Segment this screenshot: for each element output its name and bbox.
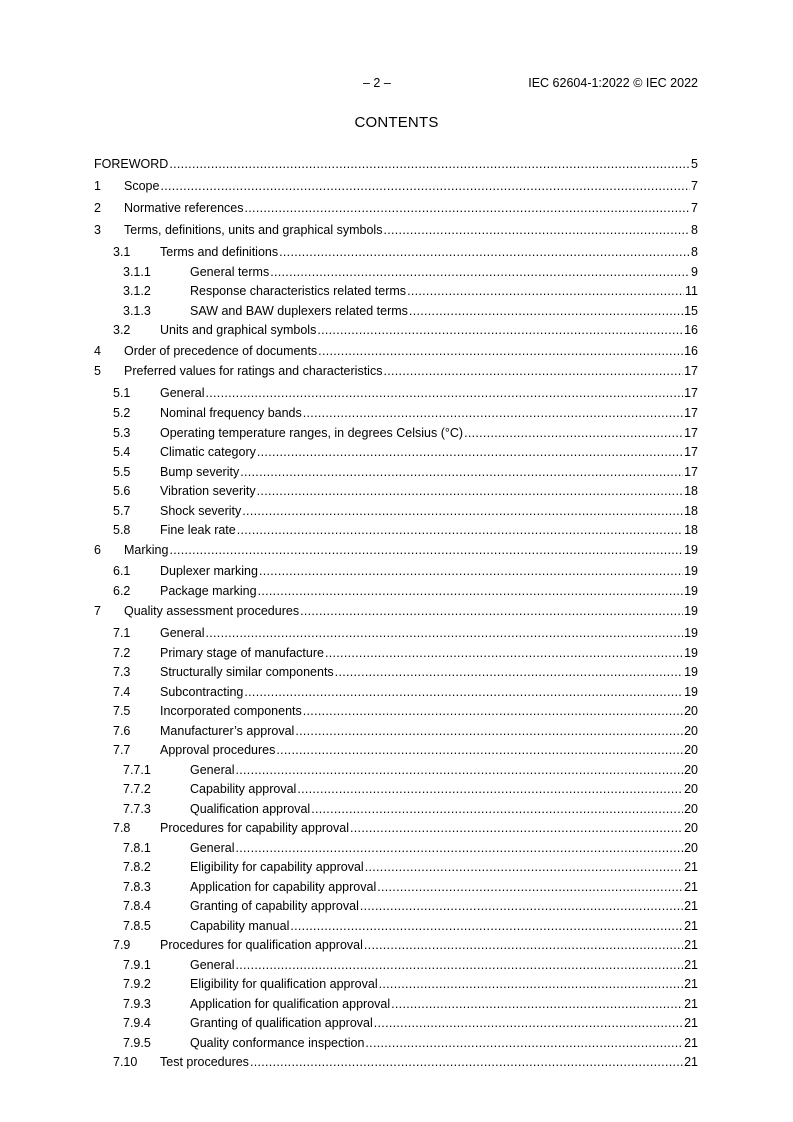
dot-leader <box>258 584 684 598</box>
toc-entry-page: 18 <box>684 523 698 537</box>
dot-leader <box>205 626 683 640</box>
toc-entry-page: 20 <box>684 723 698 738</box>
toc-entry[interactable] <box>94 1055 698 1075</box>
toc-entry[interactable] <box>94 802 698 822</box>
toc-entry-page: 20 <box>684 801 698 816</box>
toc-entry[interactable] <box>94 665 698 685</box>
toc-entry-title: Duplexer marking <box>160 564 258 578</box>
toc-entry-title: Procedures for capability approval <box>160 821 349 835</box>
toc-entry-number: 7.8.4 <box>123 899 151 913</box>
toc-entry-number: 5.1 <box>113 386 131 400</box>
toc-entry-page: 7 <box>691 179 698 193</box>
toc-entry[interactable] <box>94 284 698 304</box>
toc-entry-title: General <box>190 762 235 777</box>
toc-entry-page: 17 <box>684 386 698 400</box>
toc-entry-page: 20 <box>684 704 698 718</box>
toc-entry-number: 6.1 <box>113 564 131 578</box>
toc-entry-title: Fine leak rate <box>160 523 236 537</box>
toc-entry-number: 7.8 <box>113 821 131 835</box>
dot-leader <box>409 304 683 318</box>
toc-entry-number: 7.9.5 <box>123 1035 151 1050</box>
toc-entry[interactable] <box>94 265 698 285</box>
toc-entry-number: 3.1.2 <box>123 284 151 298</box>
toc-entry-title: Granting of capability approval <box>190 899 359 913</box>
toc-entry-title: Granting of qualification approval <box>190 1016 373 1030</box>
toc-entry-page: 21 <box>684 938 698 952</box>
toc-entry[interactable] <box>94 724 698 744</box>
toc-entry-title: Order of precedence of documents <box>124 343 318 358</box>
toc-entry-title: Operating temperature ranges, in degrees Celsius (°C) <box>160 425 464 440</box>
toc-entry-title: Terms, definitions, units and graphical symbols <box>124 223 383 237</box>
toc-entry-title: Eligibility for capability approval <box>190 860 364 874</box>
toc-entry-title: Marking <box>124 543 169 557</box>
toc-entry-title: Scope <box>124 179 160 193</box>
toc-entry-page: 21 <box>684 1055 698 1069</box>
toc-entry-page: 8 <box>691 223 698 237</box>
toc-entry-number: 7.8.5 <box>123 918 151 933</box>
toc-entry-title: Quality conformance inspection <box>190 1035 365 1050</box>
toc-entry[interactable] <box>94 523 698 543</box>
toc-entry-page: 21 <box>684 1035 698 1050</box>
page-number: – 2 – <box>363 76 391 90</box>
toc-entry-title: Vibration severity <box>160 484 256 498</box>
toc-entry[interactable] <box>94 685 698 705</box>
toc-entry-number: 7.10 <box>113 1055 138 1069</box>
toc-entry-page: 19 <box>684 583 698 598</box>
dot-leader <box>377 880 683 894</box>
toc-entry-title: Shock severity <box>160 503 242 518</box>
toc-entry-title: Application for capability approval <box>190 879 377 894</box>
toc-entry[interactable] <box>94 704 698 724</box>
toc-entry-page: 18 <box>684 484 698 498</box>
toc-entry-number: 5.3 <box>113 425 131 440</box>
toc-entry-number: 7.5 <box>113 704 131 718</box>
toc-entry-number: 7.7.1 <box>123 762 151 777</box>
toc-entry[interactable] <box>94 445 698 465</box>
toc-entry-title: Structurally similar components <box>160 665 334 679</box>
toc-entry-number: 7.8.3 <box>123 879 151 894</box>
toc-entry-title: Qualification approval <box>190 801 311 816</box>
dot-leader <box>464 426 683 440</box>
dot-leader <box>364 938 683 952</box>
page-title: CONTENTS <box>354 114 439 131</box>
toc-entry-number: 7.7 <box>113 743 131 757</box>
toc-entry-title: Primary stage of manufacture <box>160 645 324 660</box>
toc-entry-number: 3 <box>94 223 101 237</box>
dot-leader <box>374 1016 683 1030</box>
toc-entry[interactable] <box>94 977 698 997</box>
dot-leader <box>383 364 683 378</box>
dot-leader <box>279 245 690 259</box>
toc-entry-number: 5.4 <box>113 445 131 459</box>
toc-entry[interactable] <box>94 304 698 324</box>
toc-entry-number: 6 <box>94 543 101 557</box>
toc-entry-title: Preferred values for ratings and characteristics <box>124 364 383 378</box>
toc-entry[interactable] <box>94 1016 698 1036</box>
toc-entry-number: 7.8.1 <box>123 840 151 855</box>
dot-leader <box>169 543 683 557</box>
toc-entry-number: 7.2 <box>113 645 131 660</box>
toc-entry[interactable] <box>94 626 698 646</box>
toc-entry-number: 7.7.3 <box>123 801 151 816</box>
toc-entry[interactable] <box>94 880 698 900</box>
toc-entry-number: 3.1.1 <box>123 264 151 279</box>
toc-entry-number: 5.8 <box>113 523 131 537</box>
toc-entry-title: Nominal frequency bands <box>160 406 302 420</box>
dot-leader <box>235 958 683 972</box>
dot-leader <box>235 841 683 855</box>
toc-entry[interactable] <box>94 841 698 861</box>
toc-entry-number: 1 <box>94 179 101 193</box>
toc-entry-number: 7.9.3 <box>123 996 151 1011</box>
dot-leader <box>205 386 683 400</box>
toc-entry-page: 17 <box>684 464 698 479</box>
toc-entry-title: Test procedures <box>160 1055 249 1069</box>
toc-entry-number: 5 <box>94 364 101 378</box>
toc-entry-page: 17 <box>684 406 698 420</box>
toc-entry-page: 21 <box>684 918 698 933</box>
toc-entry-page: 8 <box>691 245 698 259</box>
dot-leader <box>257 484 683 498</box>
toc-entry-page: 11 <box>685 284 698 298</box>
toc-entry-number: 5.7 <box>113 503 131 518</box>
toc-entry-page: 19 <box>684 626 698 640</box>
toc-entry[interactable] <box>94 386 698 406</box>
toc-entry-title: Eligibility for qualification approval <box>190 977 378 991</box>
dot-leader <box>295 724 683 738</box>
dot-leader <box>311 802 683 816</box>
toc-entry-page: 20 <box>684 743 698 757</box>
toc-entry[interactable] <box>94 782 698 802</box>
toc-entry[interactable] <box>94 323 698 344</box>
toc-entry-title: General <box>160 626 205 640</box>
toc-entry-title: Incorporated components <box>160 704 302 718</box>
toc-entry-title: Subcontracting <box>160 684 244 699</box>
toc-entry-title: FOREWORD <box>94 157 169 171</box>
toc-entry-title: Application for qualification approval <box>190 996 391 1011</box>
toc-entry-page: 18 <box>684 503 698 518</box>
toc-entry[interactable] <box>94 344 698 365</box>
toc-entry-number: 3.1 <box>113 245 131 259</box>
toc-entry-page: 21 <box>684 879 698 894</box>
dot-leader <box>250 1055 683 1069</box>
toc-entry[interactable] <box>94 564 698 584</box>
toc-entry-title: Terms and definitions <box>160 245 279 259</box>
toc-entry-title: Climatic category <box>160 445 256 459</box>
toc-entry-page: 16 <box>684 343 698 358</box>
toc-entry-title: General terms <box>190 264 270 279</box>
toc-entry-title: Quality assessment procedures <box>124 604 300 618</box>
dot-leader <box>407 284 684 298</box>
toc-entry-number: 7.1 <box>113 626 131 640</box>
dot-leader <box>259 564 683 578</box>
toc-entry-page: 19 <box>684 604 698 618</box>
page-header <box>94 76 698 92</box>
toc-entry-number: 2 <box>94 201 101 215</box>
toc-entry[interactable] <box>94 484 698 504</box>
toc-entry[interactable] <box>94 860 698 880</box>
toc-entry-title: Manufacturer’s approval <box>160 723 295 738</box>
dot-leader <box>303 406 683 420</box>
dot-leader <box>391 997 683 1011</box>
dot-leader <box>317 323 683 337</box>
toc-entry-number: 4 <box>94 343 101 358</box>
dot-leader <box>244 685 683 699</box>
dot-leader <box>235 763 683 777</box>
dot-leader <box>350 821 683 835</box>
toc-entry[interactable] <box>94 406 698 426</box>
toc-entry-title: Package marking <box>160 583 257 598</box>
toc-entry-page: 19 <box>684 665 698 679</box>
toc-entry-title: General <box>190 840 235 855</box>
toc-entry-title: General <box>160 386 205 400</box>
toc-entry-page: 21 <box>684 957 698 972</box>
toc-entry-title: SAW and BAW duplexers related terms <box>190 303 408 318</box>
toc-entry-page: 16 <box>684 323 698 337</box>
toc-entry-number: 7.3 <box>113 665 131 679</box>
toc-entry-page: 17 <box>684 364 698 378</box>
dot-leader <box>276 743 683 757</box>
toc-entry-number: 3.2 <box>113 323 131 337</box>
toc-entry-page: 19 <box>684 543 698 557</box>
dot-leader <box>303 704 683 718</box>
toc-entry[interactable] <box>94 157 698 179</box>
toc-entry[interactable] <box>94 899 698 919</box>
dot-leader <box>242 504 683 518</box>
toc-entry[interactable] <box>94 364 698 386</box>
toc-entry[interactable] <box>94 584 698 605</box>
toc-entry-page: 21 <box>684 1016 698 1030</box>
toc-entry[interactable] <box>94 997 698 1017</box>
toc-entry-title: Units and graphical symbols <box>160 323 317 337</box>
toc-entry-page: 5 <box>691 157 698 171</box>
toc-entry[interactable] <box>94 201 698 223</box>
toc-entry-number: 5.5 <box>113 464 131 479</box>
dot-leader <box>379 977 683 991</box>
dot-leader <box>360 899 683 913</box>
dot-leader <box>169 157 690 171</box>
toc-entry-page: 20 <box>684 821 698 835</box>
dot-leader <box>237 523 683 537</box>
toc-entry[interactable] <box>94 1036 698 1056</box>
toc-entry-number: 7.8.2 <box>123 860 151 874</box>
toc-entry-page: 9 <box>691 264 698 279</box>
toc-entry-page: 19 <box>684 684 698 699</box>
toc-entry-page: 19 <box>684 645 698 660</box>
toc-entry[interactable] <box>94 646 698 666</box>
dot-leader <box>300 604 683 618</box>
toc-entry[interactable] <box>94 958 698 978</box>
toc-entry-number: 7.9.4 <box>123 1016 151 1030</box>
dot-leader <box>365 860 683 874</box>
toc-entry[interactable] <box>94 179 698 201</box>
toc-entry[interactable] <box>94 465 698 485</box>
toc-entry-title: Procedures for qualification approval <box>160 938 363 952</box>
toc-entry-page: 19 <box>684 564 698 578</box>
toc-entry[interactable] <box>94 245 698 265</box>
toc-entry-number: 5.2 <box>113 406 131 420</box>
toc-entry-title: Response characteristics related terms <box>190 284 407 298</box>
toc-entry-title: Capability manual <box>190 918 290 933</box>
toc-entry-number: 7.9.1 <box>123 957 151 972</box>
dot-leader <box>160 179 690 193</box>
toc-entry-number: 3.1.3 <box>123 303 151 318</box>
toc-entry-title: Approval procedures <box>160 743 276 757</box>
toc-entry-number: 7.4 <box>113 684 131 699</box>
toc-entry-page: 17 <box>684 425 698 440</box>
toc-entry-number: 5.6 <box>113 484 131 498</box>
toc-entry[interactable] <box>94 938 698 958</box>
dot-leader <box>335 665 683 679</box>
toc-entry-number: 7.7.2 <box>123 782 151 796</box>
toc-entry-title: Bump severity <box>160 464 240 479</box>
toc-entry[interactable] <box>94 426 698 446</box>
dot-leader <box>325 646 683 660</box>
dot-leader <box>257 445 683 459</box>
toc-entry[interactable] <box>94 763 698 783</box>
toc-entry-number: 7.9.2 <box>123 977 151 991</box>
toc-entry-page: 21 <box>684 899 698 913</box>
toc-entry-title: Normative references <box>124 201 244 215</box>
dot-leader <box>245 201 691 215</box>
toc-entry-number: 6.2 <box>113 583 131 598</box>
toc-entry-number: 7.6 <box>113 723 131 738</box>
toc-entry[interactable] <box>94 604 698 626</box>
toc-entry-page: 20 <box>684 762 698 777</box>
toc-entry-page: 15 <box>684 303 698 318</box>
dot-leader <box>318 344 683 358</box>
toc-entry[interactable] <box>94 821 698 841</box>
toc-entry-page: 21 <box>684 996 698 1011</box>
toc-entry[interactable] <box>94 504 698 524</box>
dot-leader <box>383 223 690 237</box>
toc-entry[interactable] <box>94 543 698 564</box>
toc-entry-page: 21 <box>684 977 698 991</box>
toc-entry-page: 20 <box>684 840 698 855</box>
toc-entry[interactable] <box>94 223 698 245</box>
toc-entry[interactable] <box>94 743 698 763</box>
toc-entry-number: 7.9 <box>113 938 131 952</box>
dot-leader <box>240 465 683 479</box>
toc-entry-page: 7 <box>691 201 698 215</box>
toc-entry-title: Capability approval <box>190 782 297 796</box>
dot-leader <box>365 1036 683 1050</box>
toc-entry-title: General <box>190 957 235 972</box>
toc-entry-page: 17 <box>684 445 698 459</box>
toc-entry-page: 20 <box>684 782 698 796</box>
standard-reference: IEC 62604-1:2022 © IEC 2022 <box>528 76 698 90</box>
toc-entry[interactable] <box>94 919 698 939</box>
dot-leader <box>270 265 690 279</box>
dot-leader <box>297 782 683 796</box>
table-of-contents <box>94 157 698 1075</box>
toc-entry-page: 21 <box>684 860 698 874</box>
toc-entry-number: 7 <box>94 604 101 618</box>
dot-leader <box>290 919 683 933</box>
